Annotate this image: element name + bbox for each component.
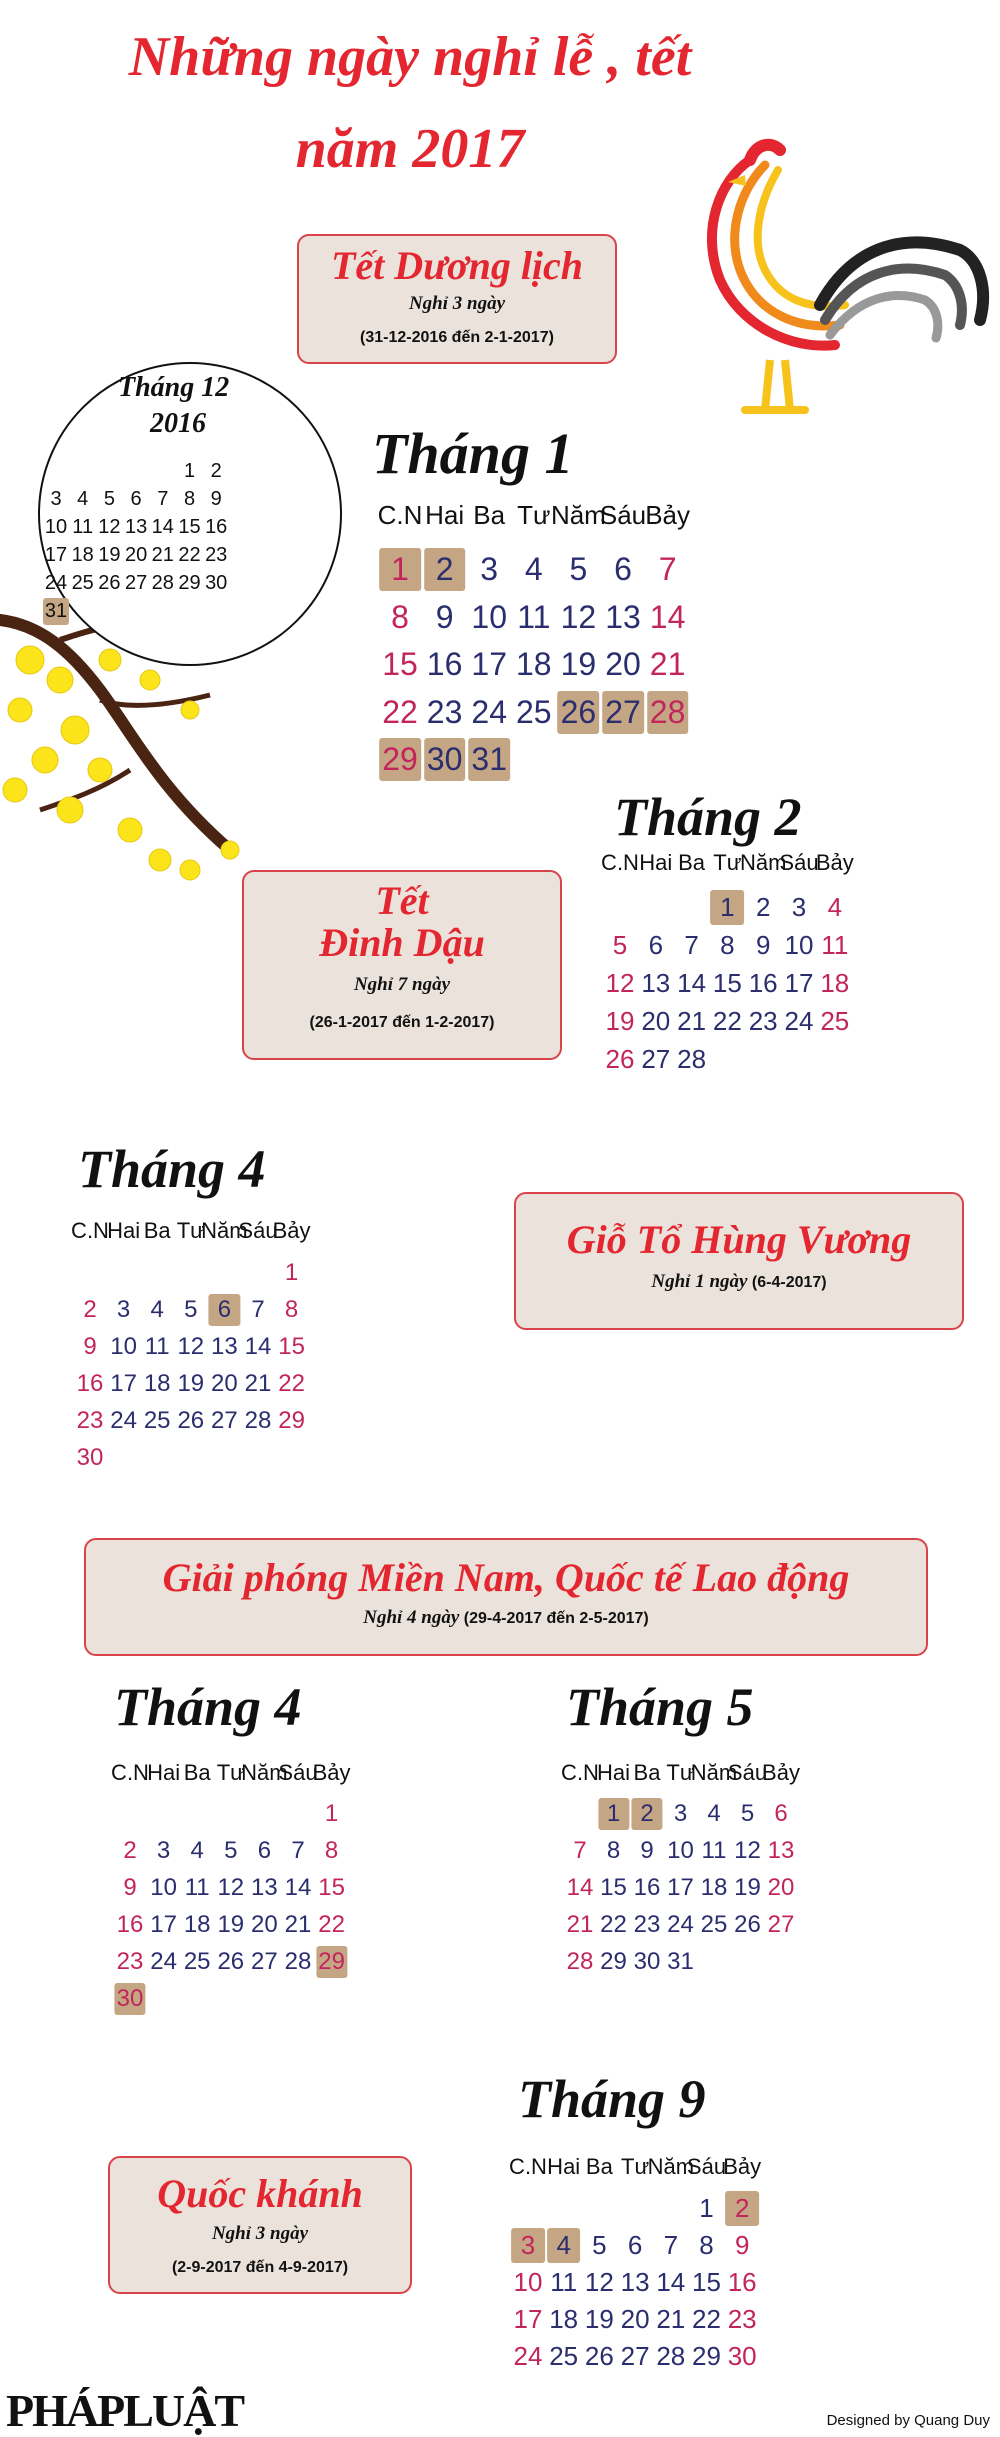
rooster-illustration [660, 120, 990, 430]
weekday-header: Bảy [645, 500, 690, 530]
day-cell: 4 [190, 1837, 204, 1864]
day-cell: 21 [244, 1370, 272, 1397]
day-cell: 6 [774, 1800, 788, 1827]
day-cell: 23 [748, 1006, 778, 1036]
day-cell: 1 [379, 548, 421, 591]
day-cell: 15 [712, 968, 742, 998]
day-cell: 17 [150, 1911, 177, 1938]
bubble-hung-vuong [514, 1192, 964, 1330]
day-cell: 11 [550, 2267, 578, 2297]
day-cell: 17 [471, 646, 507, 682]
may-title: Tháng 5 [566, 1677, 754, 1737]
weekday-header: Năm [241, 1760, 288, 1785]
day-cell: 7 [157, 488, 169, 510]
day-cell: 25 [516, 693, 552, 730]
day-cell: 22 [712, 1006, 742, 1036]
day-cell: 3 [50, 488, 62, 510]
weekday-header: C.N [71, 1218, 109, 1243]
day-cell: 17 [513, 2304, 543, 2334]
weekday-header: Tư [216, 1760, 245, 1785]
day-cell: 14 [649, 598, 686, 635]
day-cell: 13 [641, 968, 671, 998]
weekday-header: Năm [550, 500, 606, 530]
day-cell: 20 [605, 646, 641, 682]
day-cell: 18 [700, 1874, 728, 1901]
day-cell: 16 [727, 2267, 757, 2297]
day-cell: 3 [511, 2228, 545, 2263]
day-cell: 3 [673, 1800, 688, 1827]
day-cell: 5 [592, 2230, 607, 2260]
day-cell: 7 [291, 1837, 305, 1864]
weekday-header: Sáu [278, 1760, 318, 1785]
day-cell: 2 [83, 1296, 97, 1323]
apr1-title: Tháng 4 [78, 1139, 266, 1199]
day-cell: 9 [435, 598, 454, 635]
day-cell: 27 [211, 1407, 238, 1434]
weekday-header: Tư [621, 2154, 650, 2179]
day-cell: 15 [318, 1874, 345, 1901]
day-cell: 2 [725, 2191, 759, 2226]
weekday-header: Ba [473, 500, 506, 530]
bubble-dinh-dau [242, 870, 562, 1060]
day-cell: 5 [184, 1296, 198, 1323]
page-title-line1: Những ngày nghỉ lễ , tết [128, 26, 692, 88]
day-cell: 31 [43, 598, 69, 625]
day-cell: 14 [677, 968, 707, 998]
day-cell: 12 [734, 1837, 761, 1864]
bubble-quoc-khanh [108, 2156, 412, 2294]
day-cell: 24 [471, 693, 507, 730]
day-cell: 24 [150, 1948, 177, 1975]
day-cell: 14 [244, 1333, 272, 1360]
weekday-header: Ba [678, 850, 706, 875]
day-cell: 9 [755, 930, 771, 960]
day-cell: 8 [391, 598, 409, 635]
day-cell: 5 [103, 488, 115, 510]
bubble-giai-phong-range: (29-4-2017 đến 2-5-2017) [463, 1610, 649, 1627]
day-cell: 22 [382, 693, 418, 730]
bubble-quoc-khanh-days: Nghỉ 3 ngày [211, 2223, 309, 2244]
day-cell: 24 [784, 1006, 814, 1036]
day-cell: 6 [614, 551, 632, 587]
day-cell: 30 [633, 1948, 661, 1975]
weekday-header: Ba [585, 2154, 613, 2179]
day-cell: 16 [748, 968, 778, 998]
day-cell: 19 [605, 1006, 635, 1036]
bubble-duong-lich [297, 234, 617, 364]
day-cell: 15 [692, 2267, 721, 2297]
day-cell: 22 [178, 544, 201, 566]
weekday-header: Bảy [723, 2154, 762, 2179]
bubble-hung-vuong-title: Giỗ Tổ Hùng Vương [566, 1217, 912, 1262]
weekday-header: Sáu [599, 500, 647, 530]
day-cell: 7 [658, 551, 677, 587]
day-cell: 4 [707, 1800, 721, 1827]
day-cell: 23 [205, 544, 228, 566]
day-cell: 4 [547, 2228, 581, 2263]
day-cell: 19 [734, 1874, 761, 1901]
day-cell: 9 [210, 488, 222, 510]
day-cell: 22 [318, 1911, 345, 1938]
day-cell: 2 [755, 892, 771, 922]
day-cell: 10 [150, 1874, 177, 1901]
day-cell: 25 [549, 2341, 579, 2371]
day-cell: 3 [156, 1837, 171, 1864]
day-cell: 18 [143, 1370, 171, 1397]
day-cell: 13 [767, 1837, 795, 1864]
day-cell: 30 [205, 572, 228, 594]
day-cell: 15 [382, 646, 418, 682]
bubble-giai-phong-days: Nghỉ 4 ngày [363, 1607, 460, 1628]
day-cell: 8 [183, 488, 196, 510]
day-cell: 1 [324, 1800, 339, 1827]
day-cell: 28 [284, 1948, 312, 1975]
day-cell: 30 [424, 738, 466, 781]
weekday-header: Năm [690, 1760, 738, 1785]
bubble-quoc-khanh-title: Quốc khánh [157, 2171, 363, 2216]
day-cell: 7 [251, 1296, 265, 1323]
day-cell: 27 [251, 1948, 278, 1975]
day-cell: 24 [667, 1911, 694, 1938]
weekday-header: Ba [143, 1218, 171, 1243]
day-cell: 8 [720, 930, 735, 960]
day-cell: 8 [699, 2230, 714, 2260]
weekday-header: C.N [111, 1760, 149, 1785]
day-cell: 28 [656, 2341, 686, 2371]
day-cell: 8 [324, 1837, 339, 1864]
day-cell: 26 [177, 1407, 205, 1434]
day-cell: 23 [76, 1407, 104, 1434]
day-cell: 20 [124, 544, 148, 566]
day-cell: 10 [513, 2267, 543, 2297]
apr2-title: Tháng 4 [114, 1677, 302, 1737]
bubble-giai-phong [84, 1538, 928, 1656]
day-cell: 20 [211, 1370, 238, 1397]
day-cell: 20 [251, 1911, 278, 1938]
day-cell: 18 [516, 646, 552, 682]
day-cell: 17 [110, 1370, 137, 1397]
day-cell: 4 [150, 1296, 164, 1323]
day-cell: 22 [278, 1370, 305, 1397]
day-cell: 9 [640, 1837, 654, 1864]
day-cell: 24 [44, 572, 68, 594]
day-cell: 25 [820, 1006, 850, 1036]
day-cell: 18 [183, 1911, 211, 1938]
weekday-header: Bảy [815, 850, 854, 875]
day-cell: 12 [584, 2267, 614, 2297]
day-cell: 9 [123, 1874, 137, 1901]
weekday-header: Tư [666, 1760, 695, 1785]
day-cell: 19 [217, 1911, 245, 1938]
day-cell: 19 [98, 544, 121, 566]
day-cell: 20 [767, 1874, 795, 1901]
weekday-header: Hai [596, 1760, 631, 1785]
day-cell: 22 [692, 2304, 721, 2334]
day-cell: 29 [278, 1407, 305, 1434]
day-cell: 1 [710, 890, 744, 925]
day-cell: 10 [471, 598, 507, 635]
designer-credit: Designed by Quang Duy [826, 2412, 990, 2429]
weekday-header: Tư [176, 1218, 205, 1243]
day-cell: 28 [647, 691, 689, 734]
weekday-header: Sáu [727, 1760, 768, 1785]
day-cell: 22 [600, 1911, 627, 1938]
day-cell: 26 [217, 1948, 245, 1975]
day-cell: 21 [649, 646, 686, 682]
day-cell: 6 [130, 488, 142, 510]
day-cell: 10 [784, 930, 814, 960]
day-cell: 30 [114, 1983, 145, 2015]
weekday-header: Ba [633, 1760, 661, 1785]
day-cell: 24 [110, 1407, 137, 1434]
bubble-duong-lich-days: Nghỉ 3 ngày [408, 293, 506, 314]
bubble-dinh-dau-title2: Đinh Dậu [319, 920, 485, 965]
day-cell: 29 [379, 738, 421, 781]
day-cell: 31 [667, 1948, 694, 1975]
weekday-header: Hai [107, 1218, 141, 1243]
day-cell: 23 [116, 1948, 144, 1975]
day-cell: 25 [143, 1407, 171, 1434]
day-cell: 14 [151, 516, 174, 538]
day-cell: 19 [584, 2304, 614, 2334]
day-cell: 16 [426, 646, 463, 682]
day-cell: 10 [667, 1837, 694, 1864]
day-cell: 25 [183, 1948, 211, 1975]
day-cell: 6 [257, 1837, 272, 1864]
weekday-header: Hai [147, 1760, 181, 1785]
day-cell: 20 [641, 1006, 671, 1036]
day-cell: 21 [677, 1006, 707, 1036]
bubble-duong-lich-title: Tết Dương lịch [330, 243, 584, 288]
weekday-header: Tư [517, 500, 551, 530]
day-cell: 16 [76, 1370, 104, 1397]
day-cell: 27 [602, 691, 644, 734]
day-cell: 6 [648, 930, 664, 960]
weekday-header: Hai [639, 850, 673, 875]
day-cell: 24 [513, 2341, 543, 2371]
feb-title: Tháng 2 [614, 787, 802, 847]
day-cell: 21 [151, 544, 174, 566]
weekday-header: Sáu [779, 850, 819, 875]
day-cell: 14 [656, 2267, 686, 2297]
day-cell: 17 [44, 544, 68, 566]
bubble-dinh-dau-range: (26-1-2017 đến 1-2-2017) [309, 1014, 495, 1031]
day-cell: 21 [284, 1911, 312, 1938]
day-cell: 9 [83, 1333, 97, 1360]
weekday-header: C.N [601, 850, 639, 875]
day-cell: 6 [627, 2230, 643, 2260]
day-cell: 7 [573, 1837, 587, 1864]
day-cell: 27 [124, 572, 148, 594]
day-cell: 9 [734, 2230, 750, 2260]
day-cell: 15 [278, 1333, 305, 1360]
weekday-header: C.N [509, 2154, 547, 2179]
day-cell: 5 [569, 551, 588, 587]
day-cell: 8 [606, 1837, 621, 1864]
day-cell: 13 [251, 1874, 278, 1901]
day-cell: 8 [284, 1296, 299, 1323]
day-cell: 3 [791, 892, 807, 922]
bubble-duong-lich-range: (31-12-2016 đến 2-1-2017) [360, 329, 554, 346]
day-cell: 2 [424, 548, 466, 591]
day-cell: 2 [631, 1798, 662, 1830]
weekday-header: Bảy [312, 1760, 351, 1785]
day-cell: 4 [77, 488, 89, 510]
dec-title: Tháng 12 [118, 372, 230, 403]
weekday-header: Năm [647, 2154, 695, 2179]
day-cell: 11 [144, 1333, 170, 1360]
day-cell: 11 [517, 598, 551, 635]
day-cell: 28 [566, 1948, 594, 1975]
day-cell: 10 [110, 1333, 137, 1360]
day-cell: 26 [605, 1044, 635, 1074]
day-cell: 4 [524, 551, 543, 587]
day-cell: 7 [684, 930, 699, 960]
page-title-line2: năm 2017 [295, 118, 525, 180]
bubble-hung-vuong-days: Nghỉ 1 ngày [651, 1271, 748, 1292]
dec-year: 2016 [150, 408, 206, 439]
weekday-header: Bảy [272, 1218, 311, 1243]
day-cell: 12 [560, 598, 597, 635]
day-cell: 12 [605, 968, 635, 998]
weekday-header: Hai [547, 2154, 581, 2179]
day-cell: 13 [211, 1333, 238, 1360]
day-cell: 18 [71, 544, 94, 566]
day-cell: 26 [734, 1911, 761, 1938]
weekday-header: Hai [425, 500, 465, 530]
phapluat-logo: PHÁPLUẬT [6, 2385, 243, 2436]
bubble-dinh-dau-days: Nghỉ 7 ngày [353, 974, 451, 995]
day-cell: 26 [98, 572, 121, 594]
day-cell: 27 [767, 1911, 795, 1938]
day-cell: 1 [183, 460, 196, 482]
day-cell: 13 [605, 598, 641, 635]
weekday-header: Bảy [762, 1760, 800, 1785]
day-cell: 12 [98, 516, 121, 538]
sep-title: Tháng 9 [518, 2069, 706, 2129]
bubble-giai-phong-title: Giải phóng Miền Nam, Quốc tế Lao động [162, 1555, 850, 1600]
day-cell: 11 [821, 930, 849, 960]
day-cell: 11 [184, 1874, 210, 1901]
day-cell: 6 [209, 1294, 240, 1326]
day-cell: 1 [699, 2193, 714, 2223]
day-cell: 27 [641, 1044, 671, 1074]
day-cell: 26 [584, 2341, 614, 2371]
day-cell: 25 [71, 572, 94, 594]
day-cell: 21 [656, 2304, 686, 2334]
day-cell: 7 [663, 2230, 679, 2260]
day-cell: 5 [612, 930, 628, 960]
day-cell: 19 [560, 646, 597, 682]
day-cell: 13 [124, 516, 148, 538]
day-cell: 16 [633, 1874, 661, 1901]
day-cell: 28 [677, 1044, 707, 1074]
day-cell: 5 [224, 1837, 238, 1864]
day-cell: 17 [667, 1874, 694, 1901]
bubble-quoc-khanh-range: (2-9-2017 đến 4-9-2017) [171, 2259, 349, 2276]
bubble-dinh-dau-title1: Tết [375, 878, 429, 923]
day-cell: 15 [600, 1874, 627, 1901]
day-cell: 17 [784, 968, 814, 998]
day-cell: 12 [217, 1874, 245, 1901]
day-cell: 28 [244, 1407, 272, 1434]
day-cell: 28 [151, 572, 174, 594]
day-cell: 14 [566, 1874, 594, 1901]
day-cell: 29 [692, 2341, 721, 2371]
weekday-header: Năm [739, 850, 787, 875]
day-cell: 23 [426, 693, 463, 730]
day-cell: 30 [76, 1444, 104, 1471]
day-cell: 18 [549, 2304, 579, 2334]
day-cell: 23 [633, 1911, 661, 1938]
day-cell: 23 [727, 2304, 757, 2334]
weekday-header: Sáu [686, 2154, 727, 2179]
day-cell: 4 [827, 892, 843, 922]
day-cell: 20 [620, 2304, 650, 2334]
day-cell: 19 [177, 1370, 205, 1397]
weekday-header: Sáu [238, 1218, 278, 1243]
day-cell: 11 [701, 1837, 727, 1864]
jan-title: Tháng 1 [372, 421, 574, 486]
day-cell: 11 [72, 516, 94, 538]
day-cell: 15 [178, 516, 201, 538]
day-cell: 18 [820, 968, 850, 998]
day-cell: 27 [620, 2341, 650, 2371]
day-cell: 14 [284, 1874, 312, 1901]
day-cell: 3 [480, 551, 499, 587]
day-cell: 29 [316, 1946, 347, 1978]
day-cell: 12 [177, 1333, 205, 1360]
day-cell: 13 [620, 2267, 650, 2297]
day-cell: 10 [44, 516, 68, 538]
day-cell: 1 [284, 1259, 299, 1286]
bubble-hung-vuong-range: (6-4-2017) [751, 1274, 827, 1291]
day-cell: 16 [116, 1911, 144, 1938]
day-cell: 25 [700, 1911, 728, 1938]
day-cell: 5 [740, 1800, 755, 1827]
weekday-header: Tư [713, 850, 742, 875]
weekday-header: Ba [183, 1760, 211, 1785]
day-cell: 21 [566, 1911, 594, 1938]
day-cell: 1 [598, 1798, 629, 1830]
day-cell: 3 [116, 1296, 131, 1323]
day-cell: 2 [210, 460, 222, 482]
day-cell: 26 [558, 691, 600, 734]
day-cell: 29 [178, 572, 201, 594]
weekday-header: C.N [561, 1760, 599, 1785]
day-cell: 16 [205, 516, 228, 538]
weekday-header: Năm [201, 1218, 248, 1243]
day-cell: 29 [600, 1948, 627, 1975]
weekday-header: C.N [377, 500, 423, 530]
day-cell: 30 [727, 2341, 757, 2371]
day-cell: 2 [123, 1837, 137, 1864]
day-cell: 31 [468, 738, 510, 781]
